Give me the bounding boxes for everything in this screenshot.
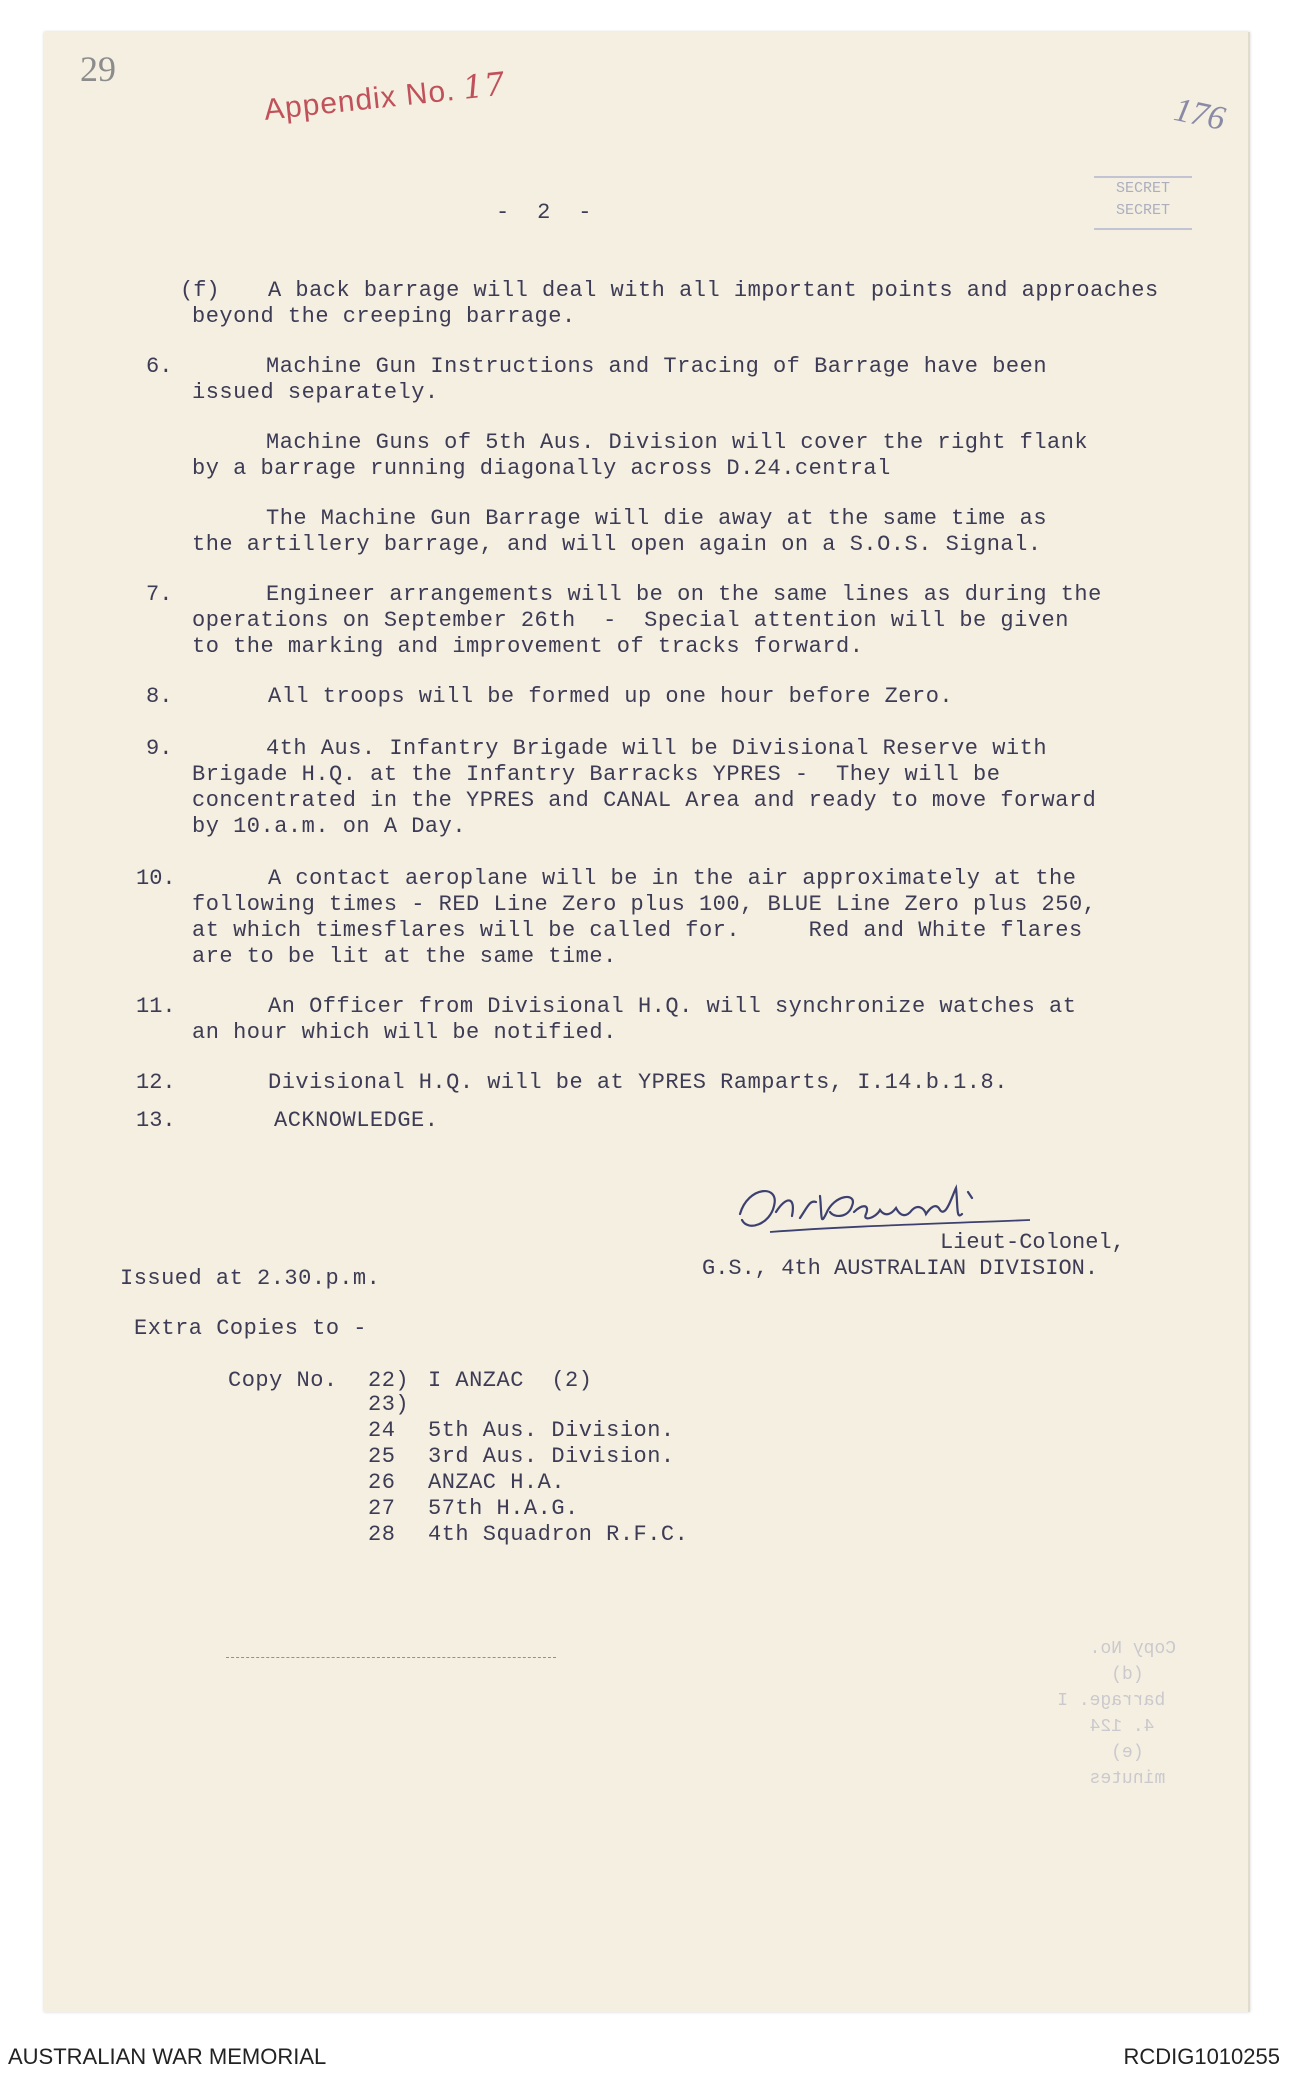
para-11-line: An Officer from Divisional H.Q. will synchronize watches at <box>268 994 1077 1019</box>
para-10-line: following times - RED Line Zero plus 100, BLUE Line Zero plus 250, <box>192 892 1097 917</box>
extra-copies-heading: Extra Copies to - <box>134 1316 367 1341</box>
para-13-line: ACKNOWLEDGE. <box>274 1108 439 1133</box>
stamp-line: SECRET <box>1115 202 1170 219</box>
para-13-number: 13. <box>136 1108 176 1133</box>
para-6-line: issued separately. <box>192 380 439 405</box>
divider-line <box>226 1657 556 1658</box>
copy-number: 28 <box>368 1522 396 1547</box>
copy-recipient: I ANZAC (2) <box>428 1368 593 1393</box>
para-12-number: 12. <box>136 1070 176 1095</box>
signatory-role: G.S., 4th AUSTRALIAN DIVISION. <box>702 1256 1099 1281</box>
stamp-line: SECRET <box>1115 180 1170 197</box>
copy-recipient: ANZAC H.A. <box>428 1470 566 1495</box>
copy-recipient: 4th Squadron R.F.C. <box>428 1522 689 1547</box>
copy-number: 26 <box>368 1470 396 1495</box>
folio-number: 176 <box>1170 91 1229 138</box>
para-8-number: 8. <box>146 684 173 709</box>
page-marker: - 2 - <box>496 200 592 225</box>
copy-number-label: Copy No. <box>228 1368 338 1393</box>
copy-number: 25 <box>368 1444 396 1469</box>
item-f-label: (f) <box>180 278 220 303</box>
item-f-line: A back barrage will deal with all important points and approaches <box>268 278 1159 303</box>
para-11-number: 11. <box>136 994 176 1019</box>
para-6-line: Machine Gun Instructions and Tracing of Barrage have been <box>266 354 1048 379</box>
item-f-line: beyond the creeping barrage. <box>192 304 576 329</box>
para-6c-line: The Machine Gun Barrage will die away at the same time as <box>266 506 1048 531</box>
para-9-line: concentrated in the YPRES and CANAL Area and ready to move forward <box>192 788 1097 813</box>
para-9-line: 4th Aus. Infantry Brigade will be Divisional Reserve with <box>266 736 1048 761</box>
para-9-line: by 10.a.m. on A Day. <box>192 814 467 839</box>
signatory-rank: Lieut-Colonel, <box>940 1230 1125 1255</box>
para-8-line: All troops will be formed up one hour before Zero. <box>268 684 954 709</box>
copy-recipient: 3rd Aus. Division. <box>428 1444 675 1469</box>
para-9-line: Brigade H.Q. at the Infantry Barracks YPRES - They will be <box>192 762 1001 787</box>
para-10-line: at which timesflares will be called for. Red and White flares <box>192 918 1083 943</box>
appendix-label: Appendix No. <box>262 73 457 127</box>
para-6b-line: by a barrage running diagonally across D.24.central <box>192 456 891 481</box>
archive-credit: AUSTRALIAN WAR MEMORIAL <box>8 2044 327 2069</box>
copy-recipient: 57th H.A.G. <box>428 1496 579 1521</box>
para-11-line: an hour which will be notified. <box>192 1020 617 1045</box>
copy-number: 22) <box>368 1368 410 1393</box>
copy-number: 24 <box>368 1418 396 1443</box>
page-number: 29 <box>80 49 116 89</box>
para-7-line: Engineer arrangements will be on the same lines as during the <box>266 582 1102 607</box>
para-10-number: 10. <box>136 866 176 891</box>
secret-stamp <box>1094 176 1192 230</box>
copy-number: 23) <box>368 1392 410 1417</box>
para-9-number: 9. <box>146 736 173 761</box>
para-6-number: 6. <box>146 354 173 379</box>
para-6b-line: Machine Guns of 5th Aus. Division will cover the right flank <box>266 430 1089 455</box>
copy-recipient: 5th Aus. Division. <box>428 1418 675 1443</box>
para-7-line: operations on September 26th - Special attention will be given <box>192 608 1069 633</box>
bleed-through-marks: Copy No. (d) barrage. I 4. 124 (e) minutes <box>1057 1639 1176 1789</box>
archive-reference: RCDIG1010255 <box>1123 2044 1280 2069</box>
appendix-number: 17 <box>461 64 508 107</box>
issued-time: Issued at 2.30.p.m. <box>120 1266 381 1291</box>
copy-number: 27 <box>368 1496 396 1521</box>
para-12-line: Divisional H.Q. will be at YPRES Ramparts, I.14.b.1.8. <box>268 1070 1008 1095</box>
para-7-line: to the marking and improvement of tracks forward. <box>192 634 864 659</box>
para-6c-line: the artillery barrage, and will open again on a S.O.S. Signal. <box>192 532 1042 557</box>
para-10-line: A contact aeroplane will be in the air approximately at the <box>268 866 1077 891</box>
para-7-number: 7. <box>146 582 173 607</box>
para-10-line: are to be lit at the same time. <box>192 944 617 969</box>
